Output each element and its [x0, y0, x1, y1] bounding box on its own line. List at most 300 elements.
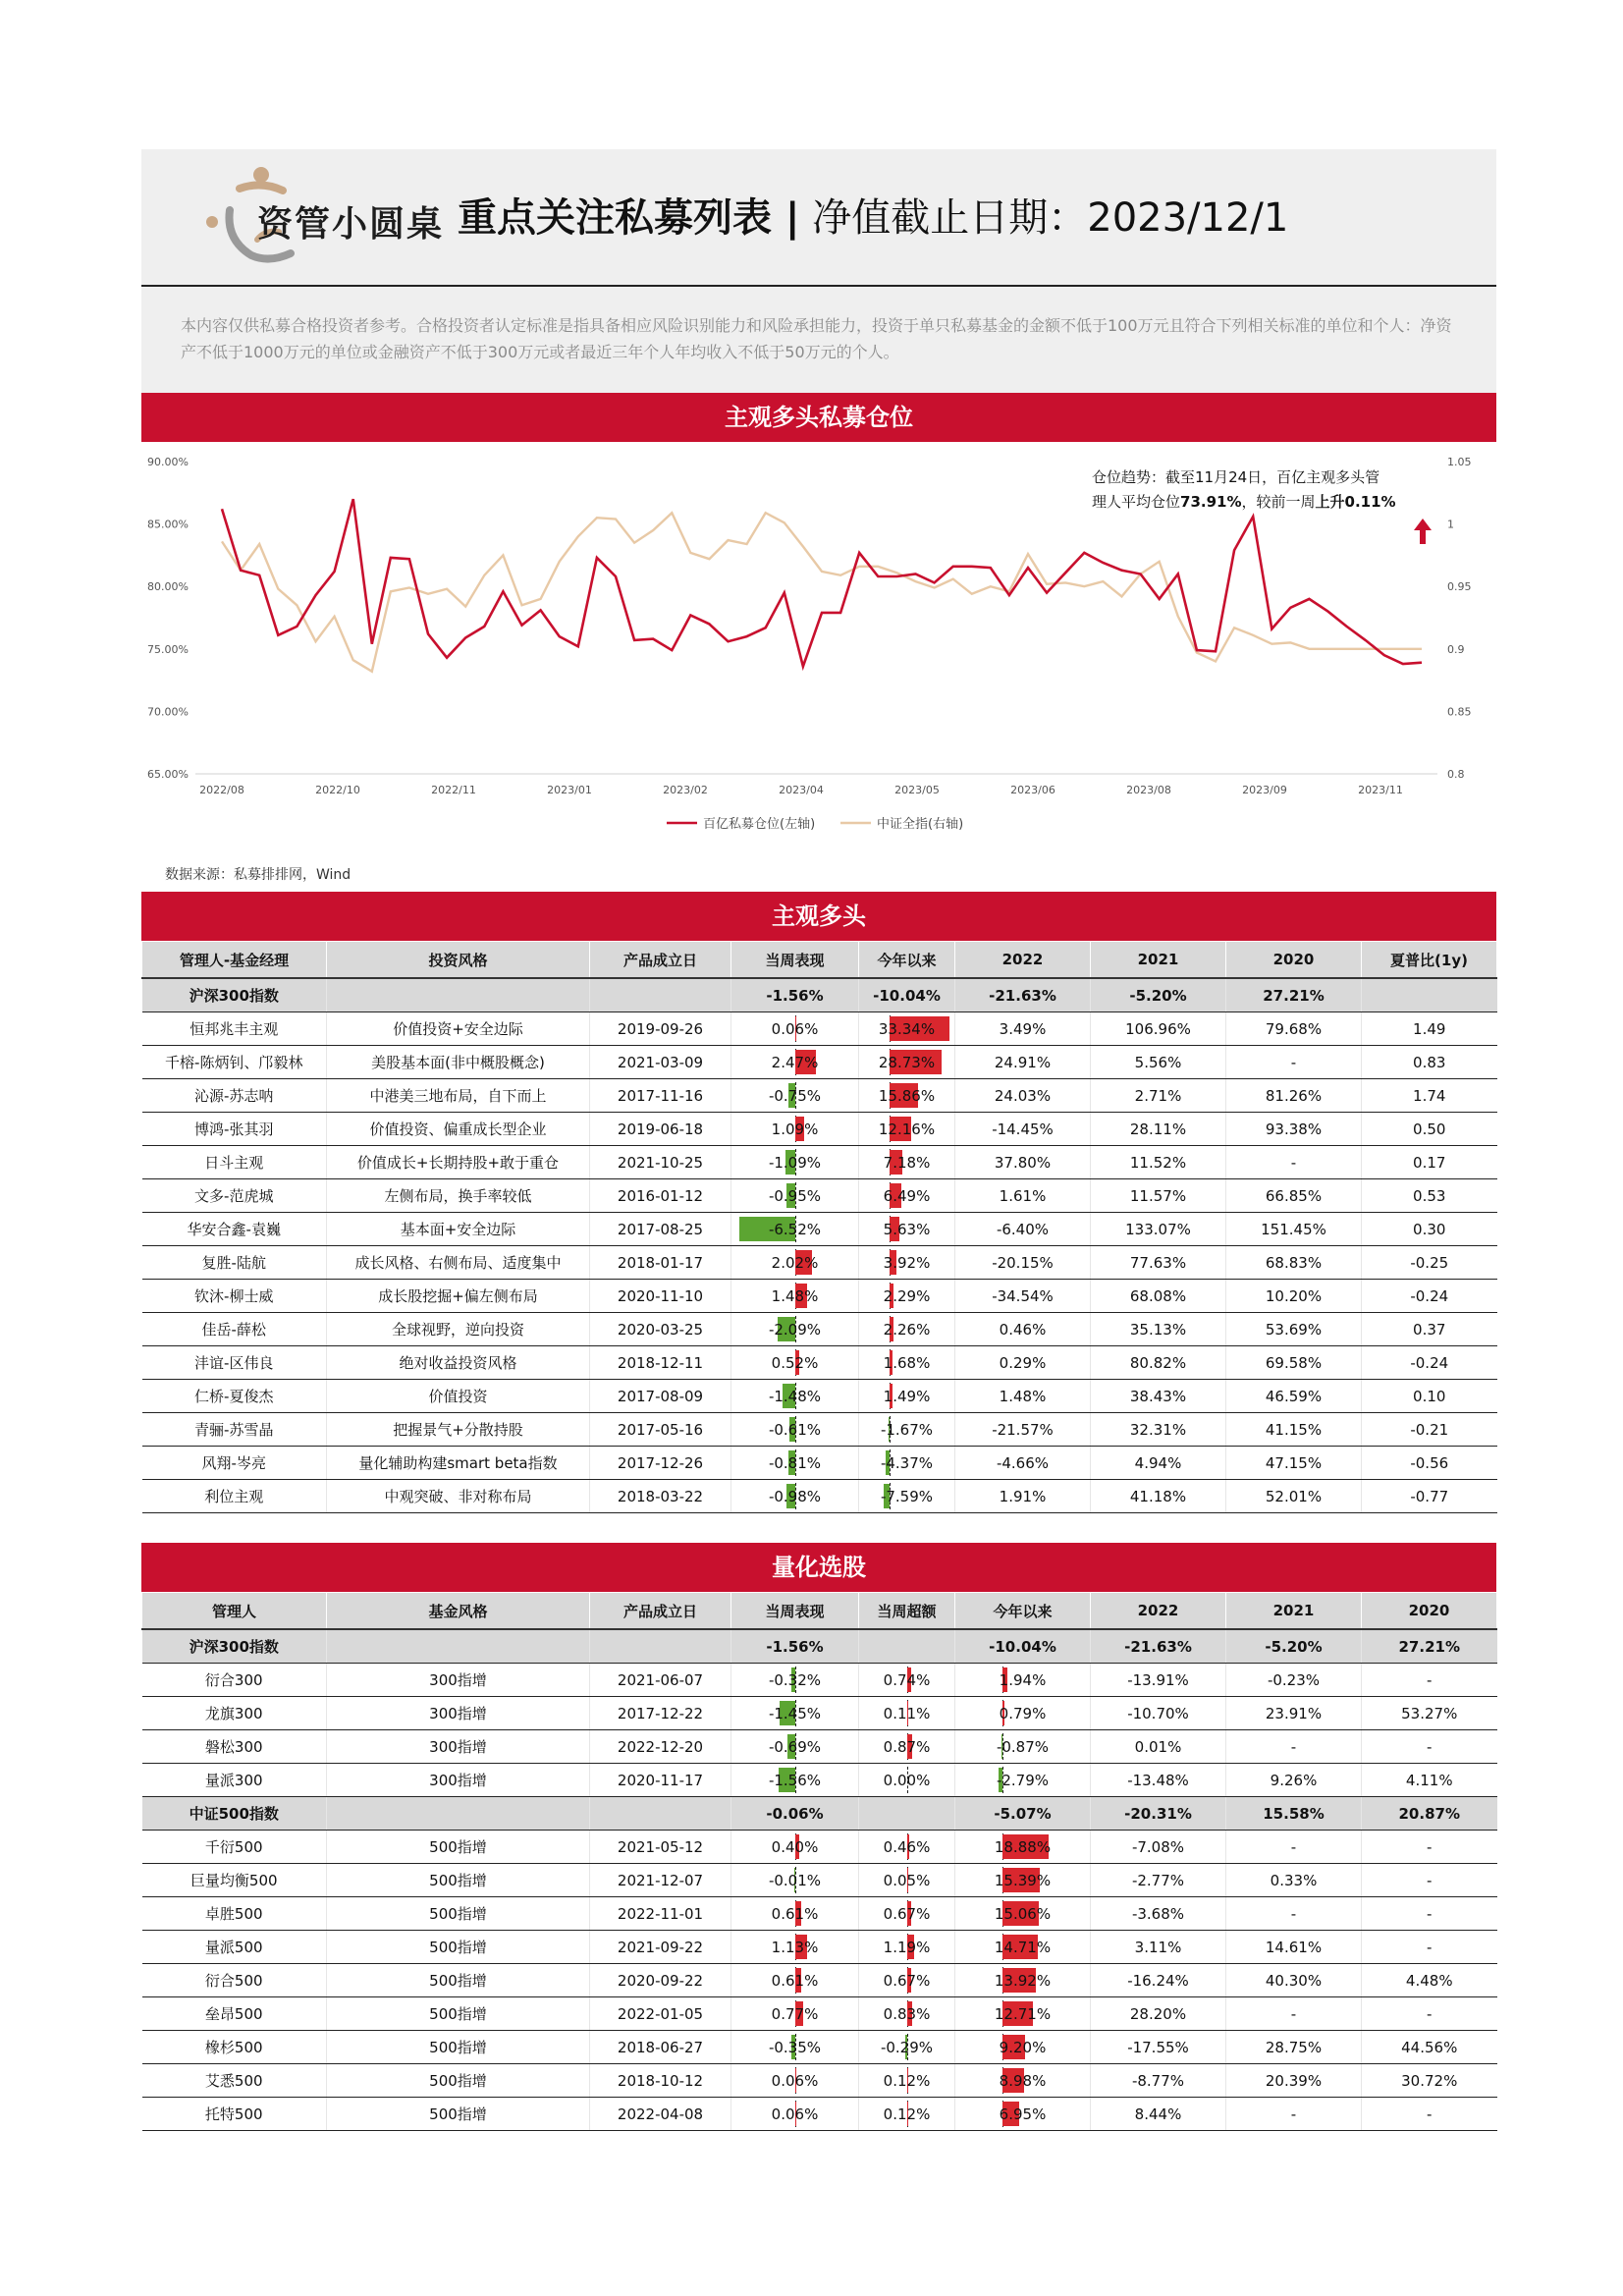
- weekly-excess: [859, 1764, 955, 1797]
- table-row: [142, 1046, 1497, 1079]
- fund-style: 300指增: [327, 1697, 590, 1730]
- return-2020: 69.58%: [1226, 1346, 1362, 1380]
- fund-name: 千榕-陈炳钊、邝毅林: [142, 1046, 327, 1079]
- inception-date: 2021-06-07: [590, 1664, 731, 1697]
- y-right-tick-label: 1: [1447, 518, 1454, 531]
- cell-value: 1.09%: [771, 1120, 819, 1138]
- cell-value: 0.79%: [999, 1704, 1047, 1722]
- cell-value: 0.11%: [883, 1704, 931, 1722]
- index-cell: [859, 1797, 955, 1831]
- table-row: [142, 1931, 1497, 1964]
- index-cell: [590, 978, 731, 1012]
- index-cell: -20.31%: [1091, 1797, 1226, 1831]
- return-2020: 10.20%: [1226, 1280, 1362, 1313]
- cell-value: 0.12%: [883, 2071, 931, 2090]
- cell-value: -1.56%: [768, 1771, 822, 1789]
- fund-style: 500指增: [327, 1864, 590, 1897]
- cell-value: 2.47%: [771, 1053, 819, 1071]
- cell-value: 7.18%: [883, 1153, 931, 1172]
- column-header: 2021: [1091, 942, 1226, 979]
- investment-style: 全球视野，逆向投资: [327, 1313, 590, 1346]
- return-2022: 3.49%: [955, 1012, 1091, 1046]
- return-2021: 28.75%: [1226, 2031, 1362, 2064]
- weekly-return: [731, 1697, 859, 1730]
- y-left-tick-label: 65.00%: [147, 768, 189, 781]
- section-title-subjective: 主观多头: [141, 892, 1496, 941]
- column-header: 2022: [1091, 1593, 1226, 1630]
- weekly-return: [731, 1413, 859, 1447]
- return-2022: -13.91%: [1091, 1664, 1226, 1697]
- table-row: [142, 1313, 1497, 1346]
- return-2020: 151.45%: [1226, 1213, 1362, 1246]
- table-row: [142, 1380, 1497, 1413]
- weekly-return: [731, 1012, 859, 1046]
- index-cell: [590, 1629, 731, 1664]
- fund-name: 衍合300: [142, 1664, 327, 1697]
- ytd-return: [859, 1213, 955, 1246]
- fund-name: 垒昂500: [142, 1997, 327, 2031]
- weekly-return: [731, 1480, 859, 1513]
- x-tick-label: 2023/09: [1242, 784, 1287, 796]
- return-2020: 79.68%: [1226, 1012, 1362, 1046]
- table-row: [142, 1079, 1497, 1113]
- return-2020: -: [1226, 1146, 1362, 1179]
- cell-value: -0.01%: [768, 1871, 822, 1889]
- weekly-return: [731, 1079, 859, 1113]
- cell-value: -2.09%: [768, 1320, 822, 1339]
- return-2020: 68.83%: [1226, 1246, 1362, 1280]
- return-2022: -10.70%: [1091, 1697, 1226, 1730]
- return-2021: 35.13%: [1091, 1313, 1226, 1346]
- return-2020: 4.11%: [1362, 1764, 1497, 1797]
- investment-style: 绝对收益投资风格: [327, 1346, 590, 1380]
- cell-value: -0.29%: [880, 2038, 934, 2056]
- fund-name: 佳岳-薛松: [142, 1313, 327, 1346]
- weekly-return: [731, 1179, 859, 1213]
- weekly-excess: [859, 1664, 955, 1697]
- cell-value: 15.39%: [994, 1871, 1052, 1889]
- return-2020: -: [1362, 1664, 1497, 1697]
- annotation-mid: ，较前一周: [1241, 493, 1316, 511]
- weekly-return: [731, 1664, 859, 1697]
- annotation-prefix: 理人平均仓位: [1092, 493, 1181, 511]
- cell-value: 13.92%: [994, 1971, 1052, 1990]
- fund-name: 博鸿-张其羽: [142, 1113, 327, 1146]
- return-2022: -14.45%: [955, 1113, 1091, 1146]
- column-header: 2020: [1226, 942, 1362, 979]
- table-row: [142, 1480, 1497, 1513]
- return-2021: 28.11%: [1091, 1113, 1226, 1146]
- return-2021: -: [1226, 1997, 1362, 2031]
- cell-value: -0.61%: [768, 1420, 822, 1439]
- fund-name: 量派500: [142, 1931, 327, 1964]
- cell-value: -0.98%: [768, 1487, 822, 1505]
- annotation-line1: 仓位趋势：截至11月24日，百亿主观多头管: [1092, 468, 1380, 486]
- cell-value: -0.69%: [768, 1737, 822, 1756]
- return-2020: -: [1362, 1730, 1497, 1764]
- weekly-return: [731, 2064, 859, 2098]
- investment-style: 价值投资+安全边际: [327, 1012, 590, 1046]
- up-arrow-icon: [1414, 519, 1432, 544]
- cell-value: 0.06%: [771, 2105, 819, 2123]
- sharpe-ratio: -0.24: [1362, 1280, 1497, 1313]
- cell-value: 1.13%: [771, 1938, 819, 1956]
- index-row: [142, 978, 1497, 1012]
- return-2021: 23.91%: [1226, 1697, 1362, 1730]
- investment-style: 价值成长+长期持股+敢于重仓: [327, 1146, 590, 1179]
- column-header: 夏普比(1y): [1362, 942, 1497, 979]
- ytd-return: [955, 1964, 1091, 1997]
- weekly-excess: [859, 1931, 955, 1964]
- weekly-return: [731, 1964, 859, 1997]
- return-2022: 0.01%: [1091, 1730, 1226, 1764]
- investment-style: 成长股挖掘+偏左侧布局: [327, 1280, 590, 1313]
- index-row: [142, 1797, 1497, 1831]
- investment-style: 成长风格、右侧布局、适度集中: [327, 1246, 590, 1280]
- y-left-tick-label: 90.00%: [147, 456, 189, 468]
- inception-date: 2021-09-22: [590, 1931, 731, 1964]
- inception-date: 2017-12-22: [590, 1697, 731, 1730]
- weekly-excess: [859, 1897, 955, 1931]
- return-2022: 1.91%: [955, 1480, 1091, 1513]
- weekly-return: [731, 1831, 859, 1864]
- index-cell: -5.20%: [1091, 978, 1226, 1012]
- column-header: 2020: [1362, 1593, 1497, 1630]
- return-2022: -21.57%: [955, 1413, 1091, 1447]
- return-2022: -8.77%: [1091, 2064, 1226, 2098]
- cell-value: 0.67%: [883, 1904, 931, 1923]
- weekly-return: [731, 1280, 859, 1313]
- x-tick-label: 2023/05: [894, 784, 940, 796]
- sharpe-ratio: 0.17: [1362, 1146, 1497, 1179]
- inception-date: 2021-10-25: [590, 1146, 731, 1179]
- column-header: 今年以来: [859, 942, 955, 979]
- column-header: 2021: [1226, 1593, 1362, 1630]
- inception-date: 2017-08-09: [590, 1380, 731, 1413]
- ytd-return: [955, 1864, 1091, 1897]
- fund-name: 艾悉500: [142, 2064, 327, 2098]
- inception-date: 2018-03-22: [590, 1480, 731, 1513]
- fund-style: 300指增: [327, 1730, 590, 1764]
- section-title-position: 主观多头私募仓位: [141, 393, 1496, 442]
- legend-label-position: 百亿私募仓位(左轴): [703, 817, 816, 832]
- index-cell: [590, 1797, 731, 1831]
- cell-value: 0.77%: [771, 2004, 819, 2023]
- fund-name: 橡杉500: [142, 2031, 327, 2064]
- ytd-return: [955, 1897, 1091, 1931]
- fund-style: 500指增: [327, 1931, 590, 1964]
- cell-value: 1.19%: [883, 1938, 931, 1956]
- x-tick-label: 2022/10: [315, 784, 360, 796]
- return-2022: 24.03%: [955, 1079, 1091, 1113]
- x-tick-label: 2023/02: [663, 784, 708, 796]
- investment-style: 中港美三地布局，自下而上: [327, 1079, 590, 1113]
- cell-value: 1.49%: [883, 1387, 931, 1405]
- sharpe-ratio: 0.50: [1362, 1113, 1497, 1146]
- index-row: [142, 1629, 1497, 1664]
- cell-value: -0.95%: [768, 1186, 822, 1205]
- cell-value: 3.92%: [883, 1253, 931, 1272]
- index-cell: [327, 978, 590, 1012]
- table-row: [142, 1179, 1497, 1213]
- cell-value: 0.74%: [883, 1670, 931, 1689]
- weekly-return: [731, 1380, 859, 1413]
- investment-style: 美股基本面(非中概股概念): [327, 1046, 590, 1079]
- weekly-return: [731, 1146, 859, 1179]
- return-2021: 77.63%: [1091, 1246, 1226, 1280]
- table-row: [142, 1346, 1497, 1380]
- x-tick-label: 2023/01: [547, 784, 592, 796]
- inception-date: 2019-09-26: [590, 1012, 731, 1046]
- ytd-return: [859, 1012, 955, 1046]
- cell-value: 1.48%: [771, 1286, 819, 1305]
- return-2020: 66.85%: [1226, 1179, 1362, 1213]
- ytd-return: [859, 1146, 955, 1179]
- return-2021: -0.23%: [1226, 1664, 1362, 1697]
- ytd-return: [859, 1380, 955, 1413]
- position-chart: [141, 442, 1496, 854]
- return-2022: 0.29%: [955, 1346, 1091, 1380]
- cell-value: 12.16%: [878, 1120, 936, 1138]
- chart-legend: [667, 816, 963, 832]
- inception-date: 2022-12-20: [590, 1730, 731, 1764]
- fund-name: 复胜-陆航: [142, 1246, 327, 1280]
- fund-name: 仁桥-夏俊杰: [142, 1380, 327, 1413]
- weekly-return: [731, 1313, 859, 1346]
- column-header: 产品成立日: [590, 942, 731, 979]
- cell-value: 0.61%: [771, 1971, 819, 1990]
- return-2022: -34.54%: [955, 1280, 1091, 1313]
- page-title-date: 净值截止日期：2023/12/1: [799, 195, 1289, 241]
- weekly-return: [731, 1346, 859, 1380]
- legend-label-index: 中证全指(右轴): [877, 817, 964, 832]
- cell-value: -2.79%: [996, 1771, 1050, 1789]
- return-2021: 68.08%: [1091, 1280, 1226, 1313]
- weekly-return: [731, 1213, 859, 1246]
- table-row: [142, 1413, 1497, 1447]
- index-cell: [327, 1797, 590, 1831]
- return-2021: 2.71%: [1091, 1079, 1226, 1113]
- ytd-return: [859, 1480, 955, 1513]
- return-2022: 0.46%: [955, 1313, 1091, 1346]
- inception-date: 2022-01-05: [590, 1997, 731, 2031]
- return-2020: -: [1362, 1997, 1497, 2031]
- y-right-tick-label: 1.05: [1447, 456, 1472, 468]
- return-2022: -4.66%: [955, 1447, 1091, 1480]
- return-2021: 38.43%: [1091, 1380, 1226, 1413]
- investment-style: 中观突破、非对称布局: [327, 1480, 590, 1513]
- table-row: [142, 1213, 1497, 1246]
- ytd-return: [859, 1179, 955, 1213]
- sharpe-ratio: 0.53: [1362, 1179, 1497, 1213]
- cell-value: -1.67%: [880, 1420, 934, 1439]
- return-2022: 3.11%: [1091, 1931, 1226, 1964]
- index-cell: 沪深300指数: [142, 978, 327, 1012]
- table-row: [142, 2098, 1497, 2131]
- cell-value: 15.86%: [878, 1086, 936, 1105]
- return-2022: 24.91%: [955, 1046, 1091, 1079]
- cell-value: 0.61%: [771, 1904, 819, 1923]
- weekly-return: [731, 1113, 859, 1146]
- y-left-tick-label: 80.00%: [147, 580, 189, 594]
- fund-name: 量派300: [142, 1764, 327, 1797]
- cell-value: -1.09%: [768, 1153, 822, 1172]
- index-cell: 20.87%: [1362, 1797, 1497, 1831]
- quant-table: [141, 1592, 1497, 2131]
- return-2020: -: [1362, 1931, 1497, 1964]
- cell-value: -0.87%: [996, 1737, 1050, 1756]
- index-cell: 中证500指数: [142, 1797, 327, 1831]
- fund-style: 500指增: [327, 1897, 590, 1931]
- index-cell: [1362, 978, 1497, 1012]
- cell-value: 6.49%: [883, 1186, 931, 1205]
- section-title-quant: 量化选股: [141, 1543, 1496, 1592]
- ytd-return: [859, 1346, 955, 1380]
- return-2022: -6.40%: [955, 1213, 1091, 1246]
- column-header: 产品成立日: [590, 1593, 731, 1630]
- weekly-return: [731, 1997, 859, 2031]
- weekly-return: [731, 1931, 859, 1964]
- cell-value: 0.06%: [771, 2071, 819, 2090]
- ytd-return: [955, 2098, 1091, 2131]
- y-right-tick-label: 0.9: [1447, 642, 1465, 656]
- series-line-position: [222, 499, 1422, 666]
- y-right-tick-label: 0.85: [1447, 705, 1472, 719]
- return-2021: -: [1226, 1897, 1362, 1931]
- sharpe-ratio: 0.10: [1362, 1380, 1497, 1413]
- cell-value: -4.37%: [880, 1453, 934, 1472]
- index-cell: -5.20%: [1226, 1629, 1362, 1664]
- cell-value: 9.20%: [999, 2038, 1047, 2056]
- return-2021: -: [1226, 2098, 1362, 2131]
- data-source: 数据来源：私募排排网，Wind: [165, 867, 352, 883]
- return-2022: 1.61%: [955, 1179, 1091, 1213]
- table-row: [142, 1897, 1497, 1931]
- index-cell: 27.21%: [1226, 978, 1362, 1012]
- table-row: [142, 1246, 1497, 1280]
- cell-value: 14.71%: [994, 1938, 1052, 1956]
- fund-name: 卓胜500: [142, 1897, 327, 1931]
- inception-date: 2020-11-10: [590, 1280, 731, 1313]
- return-2021: 40.30%: [1226, 1964, 1362, 1997]
- return-2020: -: [1362, 1897, 1497, 1931]
- weekly-excess: [859, 1864, 955, 1897]
- y-left-tick-label: 70.00%: [147, 705, 189, 719]
- y-right-tick-label: 0.95: [1447, 580, 1472, 594]
- fund-name: 华安合鑫-袁巍: [142, 1213, 327, 1246]
- table-row: [142, 2064, 1497, 2098]
- cell-value: 1.68%: [883, 1353, 931, 1372]
- y-left-tick-label: 75.00%: [147, 642, 189, 656]
- ytd-return: [955, 2031, 1091, 2064]
- index-cell: -10.04%: [955, 1629, 1091, 1664]
- weekly-excess: [859, 1831, 955, 1864]
- fund-style: 500指增: [327, 1964, 590, 1997]
- fund-name: 沣谊-区伟良: [142, 1346, 327, 1380]
- return-2020: -: [1362, 1831, 1497, 1864]
- fund-style: 300指增: [327, 1764, 590, 1797]
- inception-date: 2021-03-09: [590, 1046, 731, 1079]
- table-row: [142, 2031, 1497, 2064]
- index-cell: -0.06%: [731, 1797, 859, 1831]
- y-right-tick-label: 0.8: [1447, 768, 1465, 781]
- annotation-line2: [1092, 493, 1396, 511]
- report-header: [141, 149, 1496, 287]
- inception-date: 2018-01-17: [590, 1246, 731, 1280]
- table-row: [142, 1113, 1497, 1146]
- investment-style: 把握景气+分散持股: [327, 1413, 590, 1447]
- fund-style: 500指增: [327, 1831, 590, 1864]
- inception-date: 2020-11-17: [590, 1764, 731, 1797]
- cell-value: 8.98%: [999, 2071, 1047, 2090]
- index-cell: [859, 1629, 955, 1664]
- x-tick-label: 2023/11: [1358, 784, 1403, 796]
- column-header: 管理人-基金经理: [142, 942, 327, 979]
- fund-name: 衍合500: [142, 1964, 327, 1997]
- cell-value: 15.06%: [994, 1904, 1052, 1923]
- ytd-return: [955, 1730, 1091, 1764]
- investment-style: 价值投资: [327, 1380, 590, 1413]
- inception-date: 2020-03-25: [590, 1313, 731, 1346]
- return-2020: 53.69%: [1226, 1313, 1362, 1346]
- index-cell: 27.21%: [1362, 1629, 1497, 1664]
- ytd-return: [859, 1280, 955, 1313]
- sharpe-ratio: 1.74: [1362, 1079, 1497, 1113]
- fund-style: 500指增: [327, 1997, 590, 2031]
- index-cell: -10.04%: [859, 978, 955, 1012]
- inception-date: 2017-05-16: [590, 1413, 731, 1447]
- inception-date: 2022-11-01: [590, 1897, 731, 1931]
- sharpe-ratio: 1.49: [1362, 1012, 1497, 1046]
- cell-value: 18.88%: [994, 1837, 1052, 1856]
- cell-value: 0.05%: [883, 1871, 931, 1889]
- return-2021: 41.18%: [1091, 1480, 1226, 1513]
- investment-style: 基本面+安全边际: [327, 1213, 590, 1246]
- return-2021: 32.31%: [1091, 1413, 1226, 1447]
- return-2021: 4.94%: [1091, 1447, 1226, 1480]
- fund-style: 500指增: [327, 2031, 590, 2064]
- page-title: [458, 187, 1288, 243]
- table-row: [142, 1447, 1497, 1480]
- return-2022: -13.48%: [1091, 1764, 1226, 1797]
- cell-value: -0.32%: [768, 1670, 822, 1689]
- index-cell: 15.58%: [1226, 1797, 1362, 1831]
- cell-value: 6.95%: [999, 2105, 1047, 2123]
- index-cell: -21.63%: [1091, 1629, 1226, 1664]
- fund-name: 千衍500: [142, 1831, 327, 1864]
- x-tick-label: 2022/08: [199, 784, 244, 796]
- inception-date: 2017-12-26: [590, 1447, 731, 1480]
- sharpe-ratio: -0.24: [1362, 1346, 1497, 1380]
- table-row: [142, 1146, 1497, 1179]
- ytd-return: [859, 1447, 955, 1480]
- return-2021: -: [1226, 1730, 1362, 1764]
- return-2022: 37.80%: [955, 1146, 1091, 1179]
- fund-style: 500指增: [327, 2098, 590, 2131]
- ytd-return: [955, 1997, 1091, 2031]
- weekly-return: [731, 1447, 859, 1480]
- return-2022: 8.44%: [1091, 2098, 1226, 2131]
- inception-date: 2019-06-18: [590, 1113, 731, 1146]
- weekly-return: [731, 2031, 859, 2064]
- fund-name: 恒邦兆丰主观: [142, 1012, 327, 1046]
- return-2021: 9.26%: [1226, 1764, 1362, 1797]
- cell-value: 33.34%: [878, 1019, 936, 1038]
- cell-value: 0.12%: [883, 2105, 931, 2123]
- column-header: 管理人: [142, 1593, 327, 1630]
- return-2020: 30.72%: [1362, 2064, 1497, 2098]
- report-page: [141, 149, 1496, 2131]
